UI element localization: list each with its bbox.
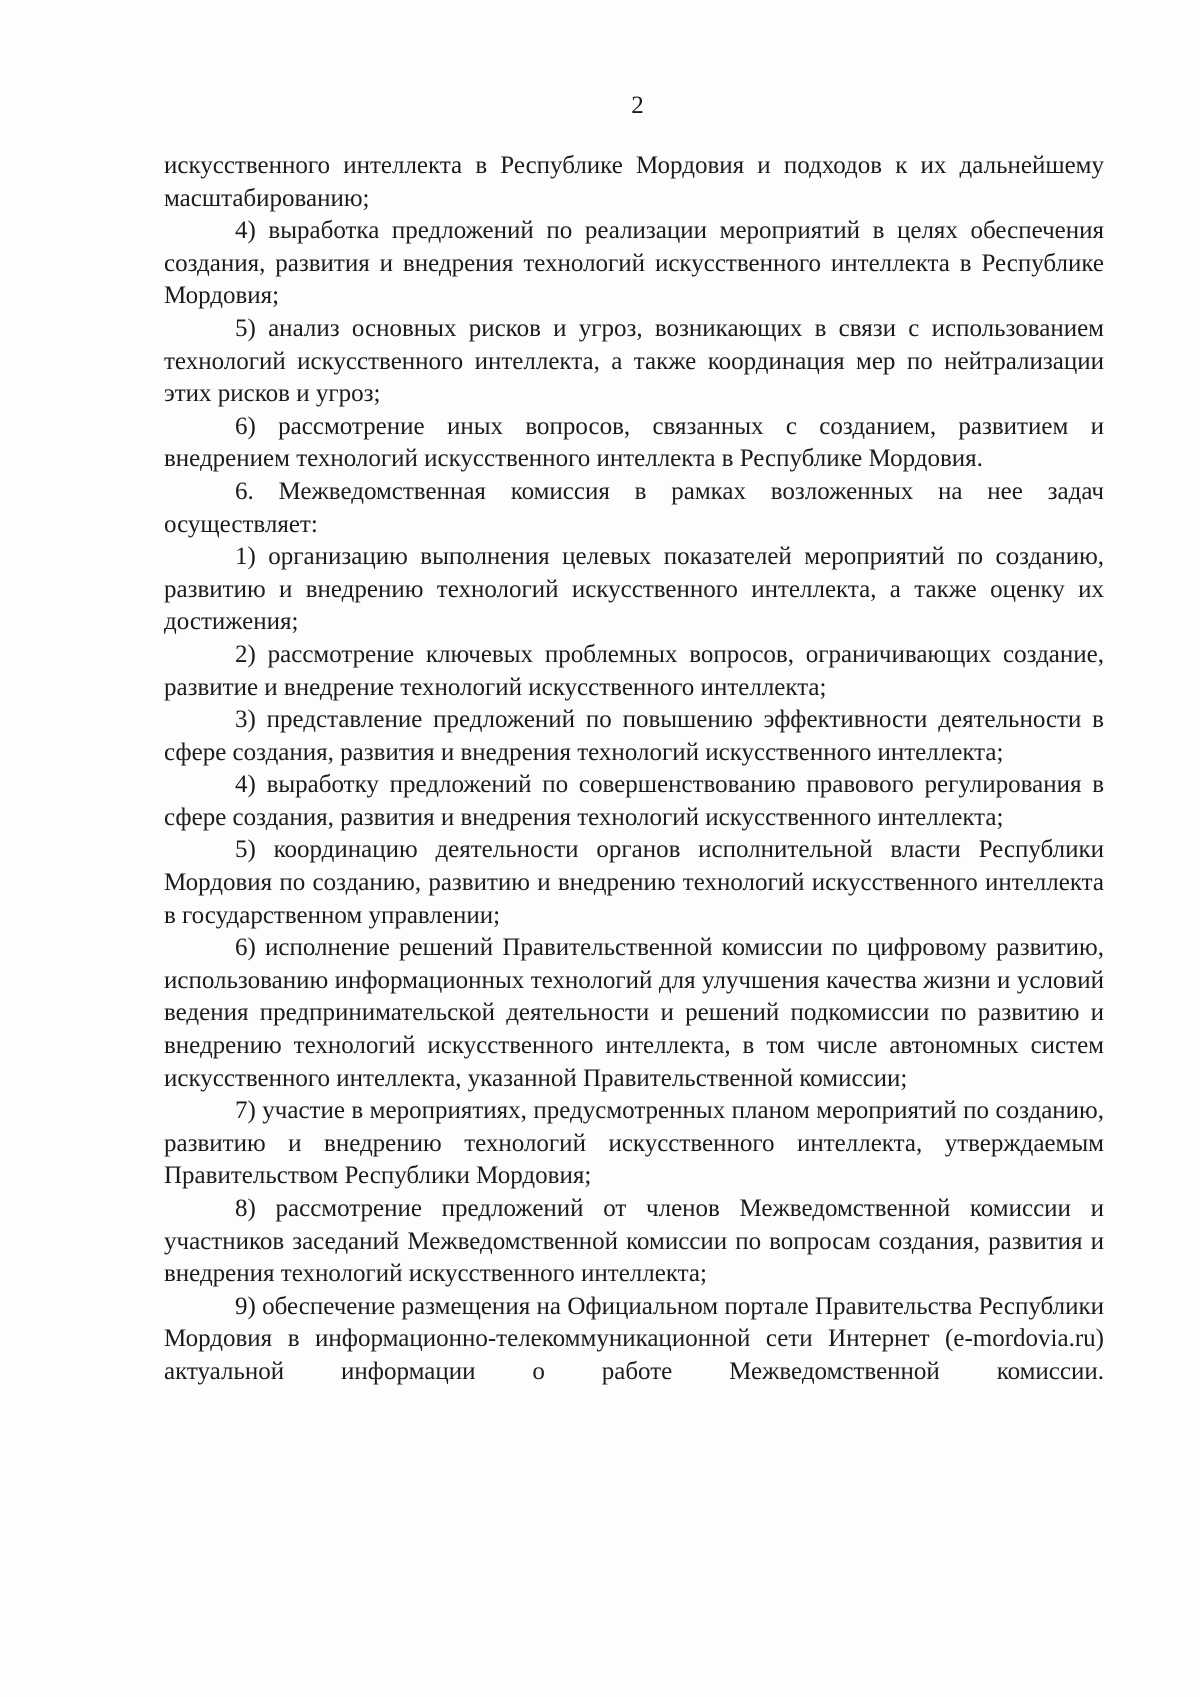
paragraph-continuation: искусственного интеллекта в Республике Мордовия и подходов к их дальнейшему масштабированию; [164, 152, 1104, 212]
function-item-3: 3) представление предложений по повышению эффективности деятельности в сфере создания, развития и внедрения технологий искусственного интеллекта; [164, 706, 1104, 766]
section-6-heading: 6. Межведомственная комиссия в рамках возложенных на нее задач осуществляет: [164, 477, 1104, 538]
document-body [164, 150, 1104, 1389]
function-item-8: 8) рассмотрение предложений от членов Межведомственной комиссии и участников заседаний Межведомственной комиссии по вопросам создания, развития и внедрения технологий искусственного интеллекта; [164, 1195, 1104, 1288]
function-item-7: 7) участие в мероприятиях, предусмотренных планом мероприятий по созданию, развитию и внедрению технологий искусственного интеллекта, утверждаемым Правительством Республики Мордовия; [164, 1097, 1104, 1190]
page-number: 2 [631, 92, 644, 119]
list-item-5-risks: 5) анализ основных рисков и угроз, возникающих в связи с использованием технологий искусственного интеллекта, а также координация мер по нейтрализации этих рисков и угроз; [164, 314, 1104, 408]
function-item-9: 9) обеспечение размещения на Официальном портале Правительства Республики Мордовия в информационно-телекоммуникационной сети Интернет (e-mordovia.ru) актуальной информации о работе Межведомственной комиссии. [164, 1292, 1104, 1385]
function-item-4: 4) выработку предложений по совершенствованию правового регулирования в сфере создания, развития и внедрения технологий искусственного интеллекта; [164, 771, 1104, 831]
function-item-1: 1) организацию выполнения целевых показателей мероприятий по созданию, развитию и внедрению технологий искусственного интеллекта, а также оценку их достижения; [164, 543, 1104, 636]
function-item-6: 6) исполнение решений Правительственной комиссии по цифровому развитию, использованию информационных технологий для улучшения качества жизни и условий ведения предпринимательской деятельности и решений подкомиссии по развитию и внедрению технологий искусственного интеллекта, в том числе автономных систем искусственного интеллекта, указанной Правительственной комиссии; [164, 934, 1104, 1092]
list-item-6-other-issues: 6) рассмотрение иных вопросов, связанных с созданием, развитием и внедрением технологий искусственного интеллекта в Республике Мордовия. [164, 412, 1104, 473]
function-item-5: 5) координацию деятельности органов исполнительной власти Республики Мордовия по созданию, развитию и внедрению технологий искусственного интеллекта в государственном управлении; [164, 836, 1104, 929]
function-item-2: 2) рассмотрение ключевых проблемных вопросов, ограничивающих создание, развитие и внедрение технологий искусственного интеллекта; [164, 640, 1104, 701]
list-item-4-proposals: 4) выработка предложений по реализации мероприятий в целях обеспечения создания, развития и внедрения технологий искусственного интеллекта в Республике Мордовия; [164, 217, 1104, 310]
